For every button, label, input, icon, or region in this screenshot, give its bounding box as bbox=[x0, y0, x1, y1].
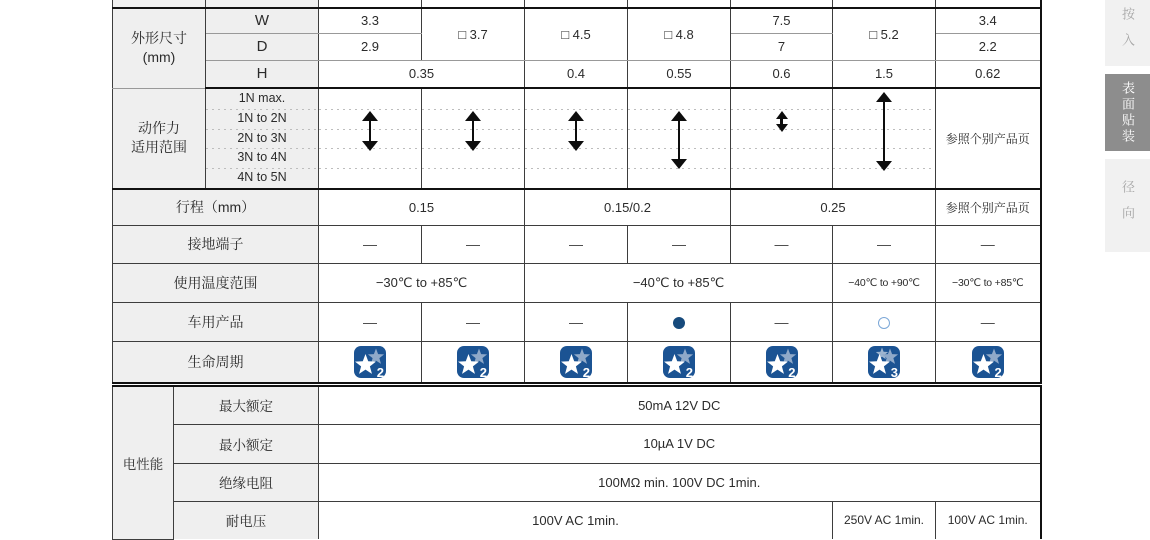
size-wd-c2: □ 3.7 bbox=[422, 8, 525, 60]
automotive-c4 bbox=[628, 302, 731, 341]
max-rating-label: 最大额定 bbox=[174, 386, 319, 424]
force-range-arrow-icon bbox=[465, 111, 481, 151]
ground-c2: — bbox=[422, 225, 525, 263]
automotive-c2: — bbox=[422, 302, 525, 341]
life-cycle-badge-icon: 2 bbox=[559, 345, 593, 379]
life-c3 bbox=[525, 341, 628, 383]
life-c2 bbox=[422, 341, 525, 383]
insulation-value: 100MΩ min. 100V DC 1min. bbox=[319, 463, 1041, 501]
size-h-c3: 0.4 bbox=[525, 60, 628, 88]
travel-c34: 0.15/0.2 bbox=[525, 189, 731, 225]
life-c7 bbox=[936, 341, 1041, 383]
size-h-c6: 1.5 bbox=[833, 60, 936, 88]
tab-surface-mount[interactable] bbox=[1105, 74, 1150, 151]
open-circle-icon bbox=[878, 317, 890, 329]
temperature-label: 使用温度范围 bbox=[113, 263, 319, 302]
force-range-arrow-icon bbox=[876, 92, 892, 171]
partial-cell bbox=[628, 0, 731, 8]
force-range-arrow-icon bbox=[568, 111, 584, 151]
size-w-c5: 7.5 bbox=[731, 8, 833, 33]
automotive-c5: — bbox=[731, 302, 833, 341]
max-rating-value: 50mA 12V DC bbox=[319, 386, 1041, 424]
force-range-arrow-icon bbox=[362, 111, 378, 151]
partial-cell bbox=[833, 0, 936, 8]
ground-c4: — bbox=[628, 225, 731, 263]
force-c7-note: 参照个别产品页 bbox=[936, 88, 1041, 189]
automotive-label: 车用产品 bbox=[113, 302, 319, 341]
size-h-c7: 0.62 bbox=[936, 60, 1041, 88]
partial-cell bbox=[525, 0, 628, 8]
travel-c12: 0.15 bbox=[319, 189, 525, 225]
force-c6 bbox=[833, 88, 936, 189]
temperature-c6: −40℃ to +90℃ bbox=[833, 263, 936, 302]
electrical-group-label: 电性能 bbox=[113, 386, 174, 539]
withstand-c15: 100V AC 1min. bbox=[319, 501, 833, 539]
electrical-table bbox=[112, 385, 1042, 540]
filled-circle-icon bbox=[673, 317, 685, 329]
ground-c1: — bbox=[319, 225, 422, 263]
insulation-label: 绝缘电阻 bbox=[174, 463, 319, 501]
partial-cell bbox=[731, 0, 833, 8]
size-group-label: 外形尺寸 (mm) bbox=[113, 8, 206, 88]
partial-cell bbox=[206, 0, 319, 8]
force-c4 bbox=[628, 88, 731, 189]
size-w-c1: 3.3 bbox=[319, 8, 422, 33]
life-cycle-badge-icon: 2 bbox=[971, 345, 1005, 379]
min-rating-value: 10µA 1V DC bbox=[319, 424, 1041, 463]
size-row-w-label: W bbox=[206, 8, 319, 33]
min-rating-label: 最小额定 bbox=[174, 424, 319, 463]
ground-c5: — bbox=[731, 225, 833, 263]
tab-radial-label: 径向 bbox=[1120, 179, 1135, 232]
force-c3 bbox=[525, 88, 628, 189]
temperature-c7: −30℃ to +85℃ bbox=[936, 263, 1041, 302]
force-group-label: 动作力 适用范围 bbox=[113, 88, 206, 189]
force-range-arrow-icon bbox=[671, 111, 687, 169]
automotive-c6 bbox=[833, 302, 936, 341]
partial-cell bbox=[422, 0, 525, 8]
ground-c3: — bbox=[525, 225, 628, 263]
tab-surface-mount-label: 表面贴装 bbox=[1120, 80, 1135, 145]
life-c1 bbox=[319, 341, 422, 383]
life-label: 生命周期 bbox=[113, 341, 319, 383]
size-d-c5: 7 bbox=[731, 33, 833, 60]
life-cycle-badge-icon: 3 bbox=[867, 345, 901, 379]
size-h-c12: 0.35 bbox=[319, 60, 525, 88]
size-h-c4: 0.55 bbox=[628, 60, 731, 88]
category-tab-strip bbox=[1105, 0, 1150, 529]
travel-c7-note: 参照个别产品页 bbox=[936, 189, 1041, 225]
size-row-d-label: D bbox=[206, 33, 319, 60]
partial-top-row bbox=[113, 0, 1041, 8]
partial-cell bbox=[936, 0, 1041, 8]
size-wd-c3: □ 4.5 bbox=[525, 8, 628, 60]
size-wd-c6: □ 5.2 bbox=[833, 8, 936, 60]
force-c5 bbox=[731, 88, 833, 189]
tab-push-in-label: 按入 bbox=[1120, 7, 1135, 59]
spec-table bbox=[112, 0, 1042, 384]
withstand-c7: 100V AC 1min. bbox=[936, 501, 1041, 539]
force-c1 bbox=[319, 88, 422, 189]
travel-label: 行程（mm） bbox=[113, 189, 319, 225]
automotive-c7: — bbox=[936, 302, 1041, 341]
life-cycle-badge-icon: 2 bbox=[765, 345, 799, 379]
life-c6 bbox=[833, 341, 936, 383]
force-range-arrow-icon bbox=[776, 111, 788, 132]
size-d-c1: 2.9 bbox=[319, 33, 422, 60]
life-cycle-badge-icon: 2 bbox=[456, 345, 490, 379]
life-c5 bbox=[731, 341, 833, 383]
temperature-c345: −40℃ to +85℃ bbox=[525, 263, 833, 302]
tab-radial[interactable] bbox=[1105, 159, 1150, 252]
force-range-labels: 1N max. 1N to 2N 2N to 3N 3N to 4N 4N to 5N bbox=[206, 88, 319, 189]
size-w-c7: 3.4 bbox=[936, 8, 1041, 33]
size-wd-c4: □ 4.8 bbox=[628, 8, 731, 60]
ground-c6: — bbox=[833, 225, 936, 263]
travel-c56: 0.25 bbox=[731, 189, 936, 225]
withstand-c6: 250V AC 1min. bbox=[833, 501, 936, 539]
life-c4 bbox=[628, 341, 731, 383]
withstand-label: 耐电压 bbox=[174, 501, 319, 539]
automotive-c1: — bbox=[319, 302, 422, 341]
size-row-h-label: H bbox=[206, 60, 319, 88]
partial-cell bbox=[113, 0, 206, 8]
ground-c7: — bbox=[936, 225, 1041, 263]
life-cycle-badge-icon: 2 bbox=[662, 345, 696, 379]
partial-cell bbox=[319, 0, 422, 8]
force-c2 bbox=[422, 88, 525, 189]
size-d-c7: 2.2 bbox=[936, 33, 1041, 60]
temperature-c12: −30℃ to +85℃ bbox=[319, 263, 525, 302]
automotive-c3: — bbox=[525, 302, 628, 341]
size-h-c5: 0.6 bbox=[731, 60, 833, 88]
ground-label: 接地端子 bbox=[113, 225, 319, 263]
life-cycle-badge-icon: 2 bbox=[353, 345, 387, 379]
tab-push-in[interactable] bbox=[1105, 0, 1150, 66]
